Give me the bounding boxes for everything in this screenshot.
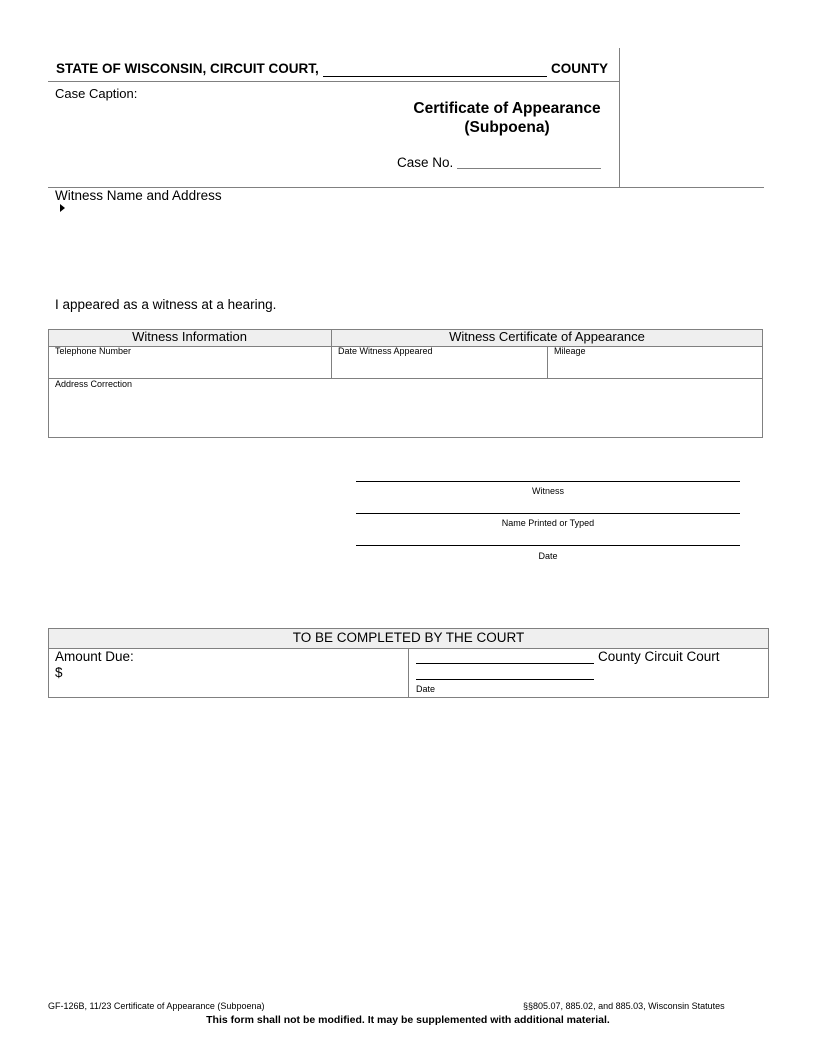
witness-information-header: Witness Information <box>132 329 247 344</box>
title-line-2: (Subpoena) <box>464 119 550 136</box>
telephone-number-field[interactable] <box>49 357 330 377</box>
header-divider <box>48 81 619 82</box>
witness-appearance-statement: I appeared as a witness at a hearing. <box>55 297 277 312</box>
witness-signature-line[interactable] <box>356 481 740 482</box>
case-no-blank[interactable] <box>457 168 601 169</box>
case-no-label: Case No. <box>397 155 454 170</box>
county-circuit-court-blank[interactable] <box>416 663 594 664</box>
county-name-blank[interactable] <box>323 76 547 77</box>
mileage-field[interactable] <box>548 357 762 377</box>
court-section-title: TO BE COMPLETED BY THE COURT <box>292 630 525 645</box>
telephone-number-label: Telephone Number <box>55 346 132 356</box>
signature-date-line[interactable] <box>356 545 740 546</box>
form-identifier: GF-126B, 11/23 Certificate of Appearance (Subpoena) <box>48 1001 265 1011</box>
court-date-line[interactable] <box>416 679 594 680</box>
address-correction-label: Address Correction <box>55 379 133 389</box>
county-circuit-court-label: County Circuit Court <box>598 649 720 664</box>
amount-due-field[interactable] <box>66 664 402 682</box>
modification-notice: This form shall not be modified. It may be supplemented with additional material. <box>206 1014 610 1026</box>
county-label: COUNTY <box>551 61 608 76</box>
date-witness-appeared-label: Date Witness Appeared <box>338 346 433 356</box>
witness-certificate-header: Witness Certificate of Appearance <box>449 329 645 344</box>
court-section-col-divider <box>408 648 409 697</box>
witness-signature-label: Witness <box>531 486 564 496</box>
address-correction-field[interactable] <box>49 390 762 436</box>
dollar-sign: $ <box>55 665 63 680</box>
state-court-label: STATE OF WISCONSIN, CIRCUIT COURT, <box>56 61 319 76</box>
name-printed-label: Name Printed or Typed <box>501 518 595 528</box>
witness-name-address-label: Witness Name and Address <box>55 188 222 203</box>
statute-reference: §§805.07, 885.02, and 885.03, Wisconsin Statutes <box>523 1001 725 1011</box>
field-marker-triangle-icon <box>60 204 65 212</box>
document-title <box>380 99 634 137</box>
amount-due-label: Amount Due: <box>55 649 134 664</box>
mileage-label: Mileage <box>554 346 586 356</box>
court-date-label: Date <box>416 684 436 694</box>
case-caption-label: Case Caption: <box>55 86 138 101</box>
signature-date-label: Date <box>538 551 558 561</box>
date-witness-appeared-field[interactable] <box>332 357 546 377</box>
name-printed-line[interactable] <box>356 513 740 514</box>
witness-table-row-divider <box>48 378 763 379</box>
title-line-1: Certificate of Appearance <box>413 100 601 117</box>
